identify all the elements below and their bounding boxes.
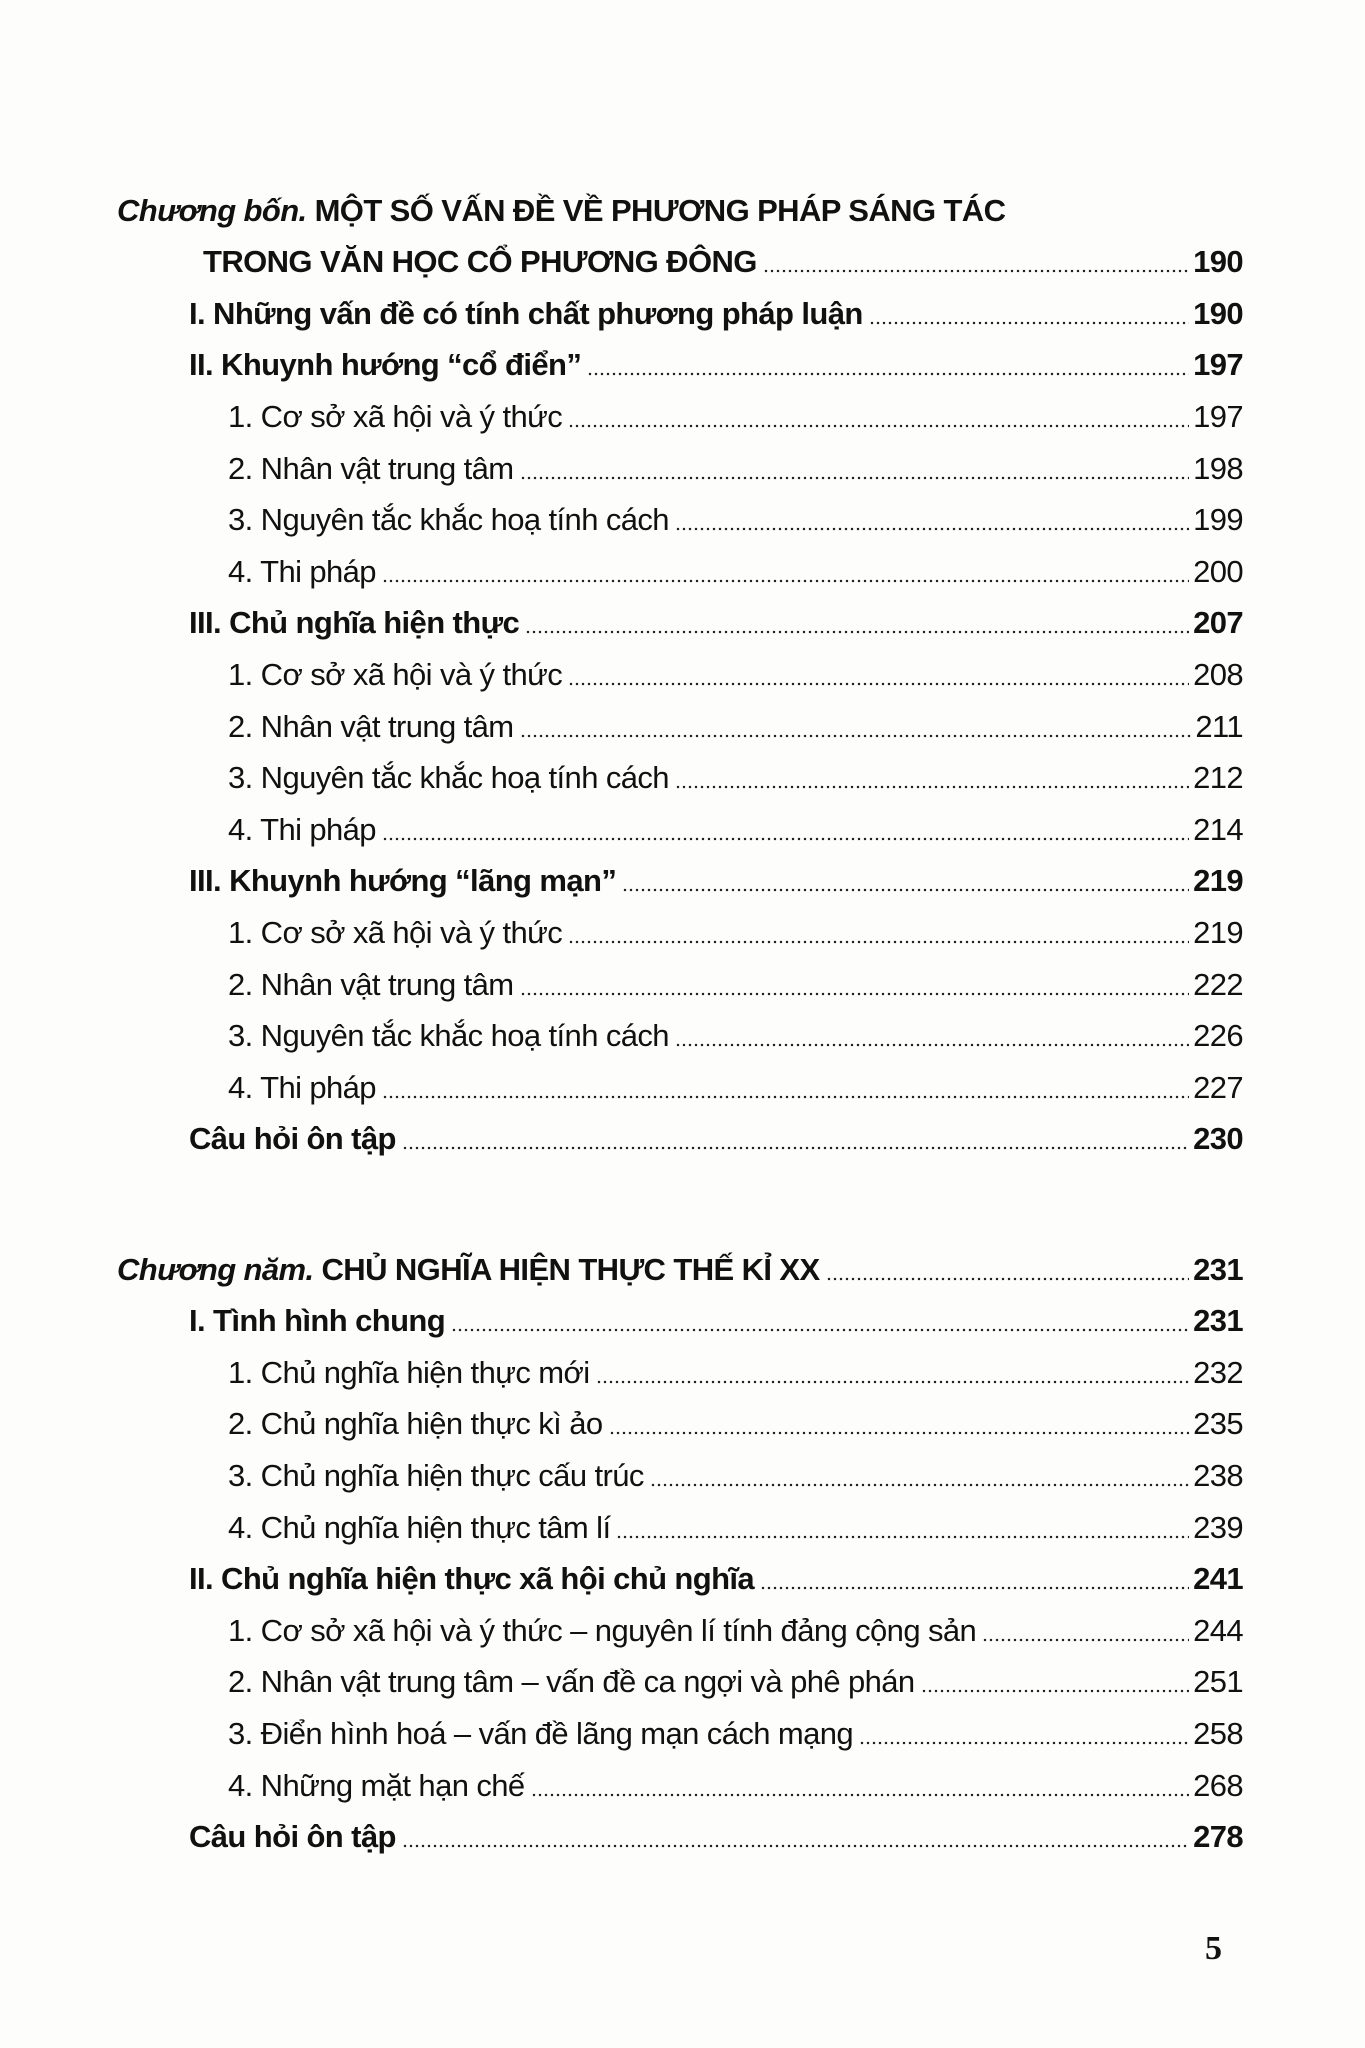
entry-label: 1. Cơ sở xã hội và ý thức xyxy=(228,656,563,692)
entry-label: 4. Thi pháp xyxy=(228,553,376,589)
entry-label: 4. Những mặt hạn chế xyxy=(228,1767,525,1803)
dot-leader xyxy=(869,321,1189,325)
toc-section xyxy=(117,595,1243,647)
page-ref: 199 xyxy=(1193,502,1243,538)
toc-section xyxy=(117,1809,1243,1861)
page-ref: 198 xyxy=(1193,450,1243,486)
toc-subsection xyxy=(117,1499,1243,1551)
dot-leader xyxy=(859,1741,1189,1745)
chapter-heading xyxy=(117,1241,1243,1293)
page-ref: 244 xyxy=(1193,1612,1243,1648)
page-ref: 241 xyxy=(1193,1561,1243,1597)
entry-label: 3. Điển hình hoá – vấn đề lãng mạn cách mạng xyxy=(228,1715,854,1751)
dot-leader xyxy=(826,1277,1190,1281)
entry-label: 2. Nhân vật trung tâm xyxy=(228,450,514,486)
page-ref: 227 xyxy=(1193,1069,1243,1105)
toc-section xyxy=(117,1111,1243,1163)
dot-leader xyxy=(382,579,1189,583)
page-ref: 278 xyxy=(1193,1819,1243,1855)
dot-leader xyxy=(520,476,1190,480)
page-ref: 235 xyxy=(1193,1406,1243,1442)
dot-leader xyxy=(451,1328,1189,1332)
entry-label: 3. Nguyên tắc khắc hoạ tính cách xyxy=(228,502,669,538)
toc-subsection xyxy=(117,1008,1243,1060)
dot-leader xyxy=(982,1638,1189,1642)
dot-leader xyxy=(568,682,1189,686)
entry-label: 2. Chủ nghĩa hiện thực kì ảo xyxy=(228,1406,603,1442)
page-number: 5 xyxy=(1205,1930,1222,1967)
toc-subsection xyxy=(117,543,1243,595)
entry-label: Câu hỏi ôn tập xyxy=(189,1819,396,1855)
entry-label: I. Những vấn đề có tính chất phương pháp luận xyxy=(189,295,863,331)
page-ref: 268 xyxy=(1193,1767,1243,1803)
toc-section xyxy=(117,1551,1243,1603)
page-ref: 251 xyxy=(1193,1664,1243,1700)
dot-leader xyxy=(622,888,1189,892)
chapter-heading-continued xyxy=(117,234,1243,286)
toc-subsection xyxy=(117,698,1243,750)
entry-label: 4. Thi pháp xyxy=(228,811,376,847)
toc-section xyxy=(117,853,1243,905)
entry-label: Câu hỏi ôn tập xyxy=(189,1121,396,1157)
toc-subsection xyxy=(117,956,1243,1008)
entry-label: 1. Cơ sở xã hội và ý thức xyxy=(228,914,563,950)
toc-section xyxy=(117,337,1243,389)
toc-subsection xyxy=(117,440,1243,492)
dot-leader xyxy=(382,837,1189,841)
dot-leader xyxy=(402,1844,1189,1848)
entry-label: 1. Cơ sở xã hội và ý thức xyxy=(228,398,563,434)
toc-subsection xyxy=(117,1447,1243,1499)
page-ref: 211 xyxy=(1195,708,1243,744)
chapter-title: MỘT SỐ VẤN ĐỀ VỀ PHƯƠNG PHÁP SÁNG TÁC xyxy=(314,192,1006,228)
dot-leader xyxy=(568,940,1189,944)
entry-label: 2. Nhân vật trung tâm xyxy=(228,708,514,744)
dot-leader xyxy=(531,1793,1190,1797)
toc-subsection xyxy=(117,1602,1243,1654)
page-ref: 239 xyxy=(1193,1509,1243,1545)
dot-leader xyxy=(616,1535,1189,1539)
chapter-heading xyxy=(117,182,1243,234)
entry-label: II. Chủ nghĩa hiện thực xã hội chủ nghĩa xyxy=(189,1561,755,1597)
entry-label: 4. Thi pháp xyxy=(228,1069,376,1105)
toc-subsection xyxy=(117,1344,1243,1396)
chapter-title: CHỦ NGHĨA HIỆN THỰC THẾ KỈ XX xyxy=(321,1251,820,1287)
dot-leader xyxy=(763,269,1189,273)
toc-section xyxy=(117,1293,1243,1345)
page-ref: 232 xyxy=(1193,1354,1243,1390)
entry-label: I. Tình hình chung xyxy=(189,1303,446,1339)
page-ref: 212 xyxy=(1193,760,1243,796)
toc-subsection xyxy=(117,750,1243,802)
entry-label: 3. Nguyên tắc khắc hoạ tính cách xyxy=(228,1018,669,1054)
toc-section xyxy=(117,285,1243,337)
toc-chapter-5 xyxy=(117,1241,1243,1860)
dot-leader xyxy=(402,1146,1189,1150)
page-ref: 207 xyxy=(1193,605,1243,641)
page-ref: 238 xyxy=(1193,1457,1243,1493)
page-ref: 222 xyxy=(1193,966,1243,1002)
dot-leader xyxy=(596,1380,1190,1384)
entry-label: 4. Chủ nghĩa hiện thực tâm lí xyxy=(228,1509,611,1545)
page-ref: 230 xyxy=(1193,1121,1243,1157)
dot-leader xyxy=(675,527,1189,531)
toc-subsection xyxy=(117,646,1243,698)
dot-leader xyxy=(587,372,1189,376)
page-ref: 226 xyxy=(1193,1018,1243,1054)
toc-subsection xyxy=(117,1059,1243,1111)
dot-leader xyxy=(525,630,1189,634)
chapter-label: Chương bốn. xyxy=(117,192,307,228)
page-ref: 200 xyxy=(1193,553,1243,589)
toc-chapter-4 xyxy=(117,182,1243,1162)
dot-leader xyxy=(760,1586,1189,1590)
dot-leader xyxy=(675,1043,1189,1047)
entry-label: III. Chủ nghĩa hiện thực xyxy=(189,605,520,641)
dot-leader xyxy=(921,1689,1189,1693)
dot-leader xyxy=(382,1095,1189,1099)
page-ref: 231 xyxy=(1193,1251,1243,1287)
page-ref: 197 xyxy=(1193,347,1243,383)
page-ref: 231 xyxy=(1193,1303,1243,1339)
toc-subsection xyxy=(117,904,1243,956)
dot-leader xyxy=(520,992,1190,996)
page-ref: 197 xyxy=(1193,398,1243,434)
toc-subsection xyxy=(117,1396,1243,1448)
entry-label: III. Khuynh hướng “lãng mạn” xyxy=(189,863,617,899)
entry-label: 1. Chủ nghĩa hiện thực mới xyxy=(228,1354,590,1390)
page-ref: 190 xyxy=(1193,295,1243,331)
dot-leader xyxy=(520,734,1192,738)
page-ref: 219 xyxy=(1193,914,1243,950)
toc-subsection xyxy=(117,801,1243,853)
page-ref: 258 xyxy=(1193,1715,1243,1751)
page-ref: 208 xyxy=(1193,656,1243,692)
page-ref: 214 xyxy=(1193,811,1243,847)
chapter-title-continued: TRONG VĂN HỌC CỔ PHƯƠNG ĐÔNG xyxy=(203,244,757,280)
entry-label: II. Khuynh hướng “cổ điển” xyxy=(189,347,582,383)
entry-label: 2. Nhân vật trung tâm – vấn đề ca ngợi và phê phán xyxy=(228,1664,915,1700)
toc-subsection xyxy=(117,1654,1243,1706)
entry-label: 2. Nhân vật trung tâm xyxy=(228,966,514,1002)
chapter-label: Chương năm. xyxy=(117,1251,314,1287)
page-ref: 190 xyxy=(1193,244,1243,280)
dot-leader xyxy=(568,424,1189,428)
dot-leader xyxy=(675,785,1189,789)
toc-subsection xyxy=(117,388,1243,440)
dot-leader xyxy=(609,1431,1190,1435)
dot-leader xyxy=(650,1483,1189,1487)
toc-subsection xyxy=(117,1757,1243,1809)
entry-label: 1. Cơ sở xã hội và ý thức – nguyên lí tính đảng cộng sản xyxy=(228,1612,977,1648)
toc-subsection xyxy=(117,1705,1243,1757)
page-ref: 219 xyxy=(1193,863,1243,899)
toc-subsection xyxy=(117,492,1243,544)
entry-label: 3. Chủ nghĩa hiện thực cấu trúc xyxy=(228,1457,644,1493)
entry-label: 3. Nguyên tắc khắc hoạ tính cách xyxy=(228,760,669,796)
